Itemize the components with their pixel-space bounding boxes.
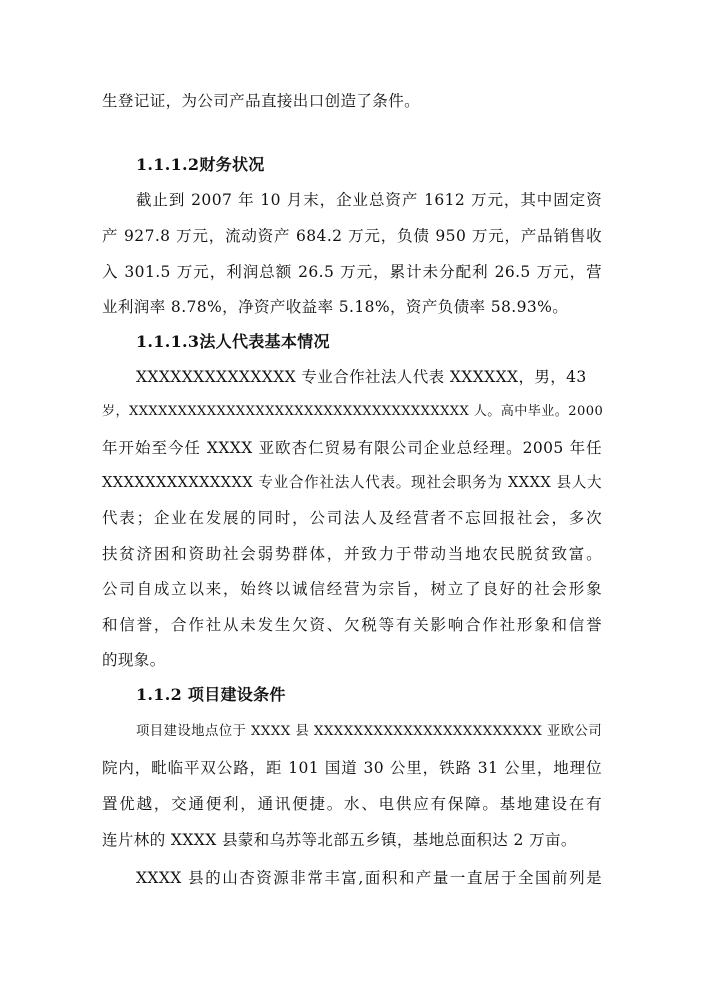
paragraph-line: 扶贫济困和资助社会弱势群体，并致力于带动当地农民脱贫致富。 [102, 545, 602, 563]
paragraph-line: 的现象。 [102, 651, 166, 669]
paragraph-line: 公司自成立以来，始终以诚信经营为宗旨，树立了良好的社会形象 [102, 580, 602, 598]
paragraph-line: 业利润率 8.78%，净资产收益率 5.18%，资产负债率 58.93%。 [102, 298, 569, 316]
section-heading-project-conditions: 1.1.2 项目建设条件 [136, 685, 286, 704]
paragraph-line: 生登记证，为公司产品直接出口创造了条件。 [102, 92, 421, 110]
paragraph-line: 项目建设地点位于 XXXX 县 XXXXXXXXXXXXXXXXXXXXXXX 亚欧公司 [136, 724, 603, 739]
paragraph-line: 年开始至今任 XXXX 亚欧杏仁贸易有限公司企业总经理。2005 年任 [102, 439, 602, 457]
paragraph-line: XXXX 县的山杏资源非常丰富,面积和产量一直居于全国前列是 [136, 869, 602, 887]
section-heading-financial-status: 1.1.1.2财务状况 [136, 155, 265, 174]
paragraph-line: 入 301.5 万元，利润总额 26.5 万元，累计未分配利 26.5 万元，营 [102, 263, 602, 281]
paragraph-line: XXXXXXXXXXXXXX 专业合作社法人代表。现社会职务为 XXXX 县人大 [102, 474, 602, 491]
paragraph-line: XXXXXXXXXXXXXX 专业合作社法人代表 XXXXXX，男，43 [136, 368, 587, 386]
paragraph-line: 代表；企业在发展的同时，公司法人及经营者不忘回报社会，多次 [102, 509, 602, 527]
paragraph-line: 产 927.8 万元，流动资产 684.2 万元，负债 950 万元，产品销售收 [102, 227, 602, 245]
paragraph-line: 截止到 2007 年 10 月末，企业总资产 1612 万元，其中固定资 [136, 191, 602, 209]
paragraph-line: 和信誉，合作社从未发生欠资、欠税等有关影响合作社形象和信誉 [102, 616, 602, 634]
paragraph-line: 院内，毗临平双公路，距 101 国道 30 公里，铁路 31 公里，地理位 [102, 759, 602, 777]
paragraph-line: 岁，XXXXXXXXXXXXXXXXXXXXXXXXXXXXXXXXXXX 人。高中毕业。2000 [102, 404, 604, 419]
paragraph-line: 置优越，交通便利，通讯便捷。水、电供应有保障。基地建设在有 [102, 795, 602, 813]
paragraph-line: 连片林的 XXXX 县蒙和乌苏等北部五乡镇，基地总面积达 2 万亩。 [102, 831, 577, 849]
section-heading-legal-representative: 1.1.1.3法人代表基本情况 [136, 332, 330, 351]
